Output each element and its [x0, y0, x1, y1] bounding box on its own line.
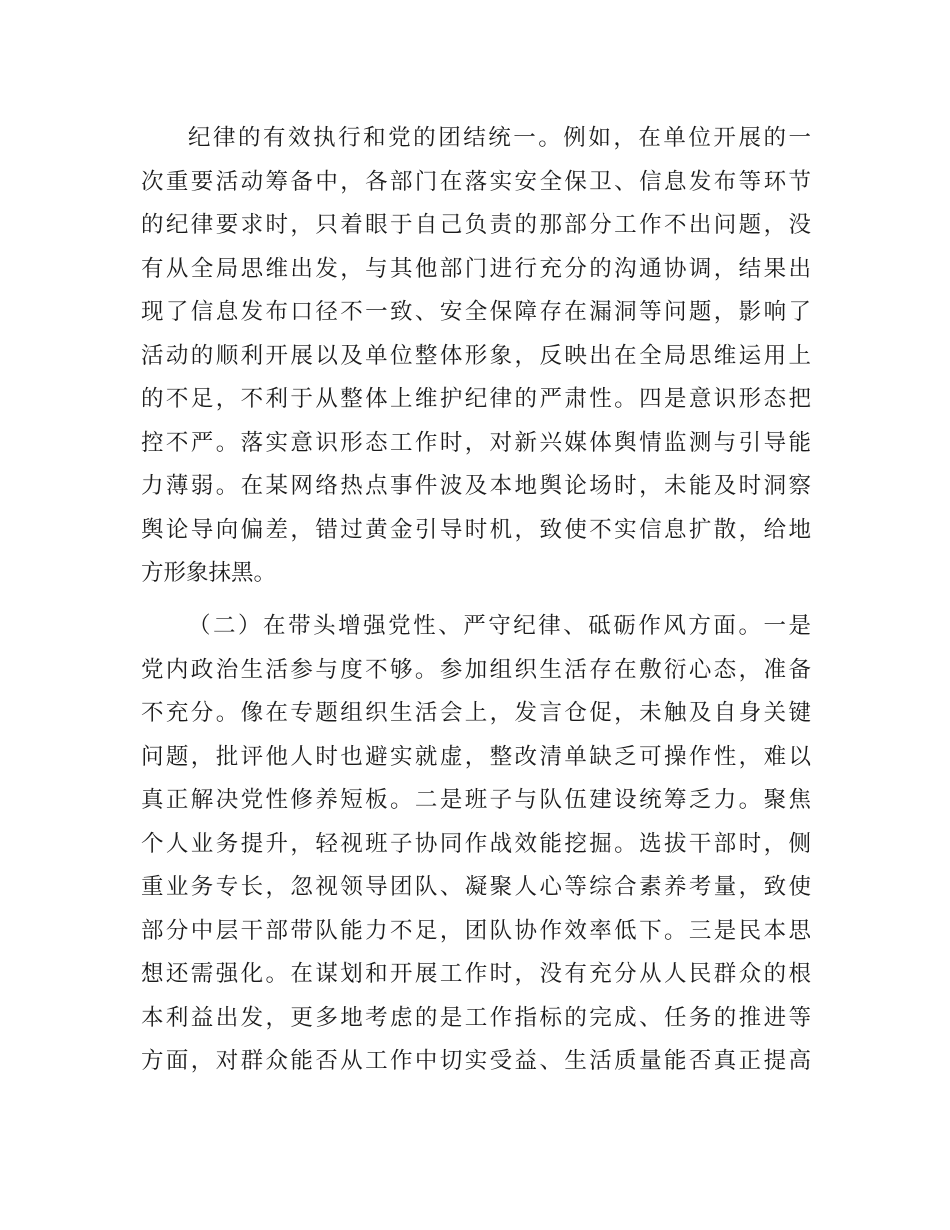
- paragraph-line: 控不严。落实意识形态工作时，对新兴媒体舆情监测与引导能: [141, 429, 811, 456]
- paragraph-line: 方面，对群众能否从工作中切实受益、生活质量能否真正提高: [141, 1048, 811, 1074]
- paragraph-line: 真正解决党性修养短板。二是班子与队伍建设统筹乏力。聚焦: [141, 787, 811, 813]
- paragraph-line: 问题，批评他人时也避实就虚，整改清单缺乏可操作性，难以: [141, 743, 811, 770]
- paragraph-line: 舆论导向偏差，错过黄金引导时机，致使不实信息扩散，给地: [141, 516, 811, 543]
- paragraph-line: 党内政治生活参与度不够。参加组织生活存在敷衍心态，准备: [141, 656, 811, 683]
- paragraph-line: 想还需强化。在谋划和开展工作时，没有充分从人民群众的根: [141, 961, 811, 987]
- paragraph-line: （二）在带头增强党性、严守纪律、砥砺作风方面。一是: [188, 613, 811, 639]
- paragraph-line: 纪律的有效执行和党的团结统一。例如，在单位开展的一: [188, 125, 811, 151]
- paragraph-line: 活动的顺利开展以及单位整体形象，反映出在全局思维运用上: [141, 342, 811, 369]
- paragraph-line: 次重要活动筹备中，各部门在落实安全保卫、信息发布等环节: [141, 168, 811, 195]
- paragraph-line: 不充分。像在专题组织生活会上，发言仓促，未触及自身关键: [141, 700, 811, 726]
- paragraph-line: 的纪律要求时，只着眼于自己负责的那部分工作不出问题，没: [141, 212, 811, 238]
- paragraph-line: 力薄弱。在某网络热点事件波及本地舆论场时，未能及时洞察: [141, 473, 811, 499]
- paragraph-2: [141, 605, 811, 1084]
- paragraph-line: 本利益出发，更多地考虑的是工作指标的完成、任务的推进等: [141, 1004, 811, 1031]
- paragraph-line: 的不足，不利于从整体上维护纪律的严肃性。四是意识形态把: [141, 386, 811, 412]
- paragraph-line: 有从全局思维出发，与其他部门进行充分的沟通协调，结果出: [141, 255, 811, 282]
- paragraph-line: 部分中层干部带队能力不足，团队协作效率低下。三是民本思: [141, 917, 811, 944]
- paragraph-line: 重业务专长，忽视领导团队、凝聚人心等综合素养考量，致使: [141, 874, 811, 900]
- paragraph-1: [141, 117, 811, 596]
- paragraph-line: 个人业务提升，轻视班子协同作战效能挖掘。选拔干部时，侧: [141, 830, 811, 857]
- paragraph-line: 方形象抹黑。: [141, 560, 277, 586]
- paragraph-line: 现了信息发布口径不一致、安全保障存在漏洞等问题，影响了: [141, 299, 811, 325]
